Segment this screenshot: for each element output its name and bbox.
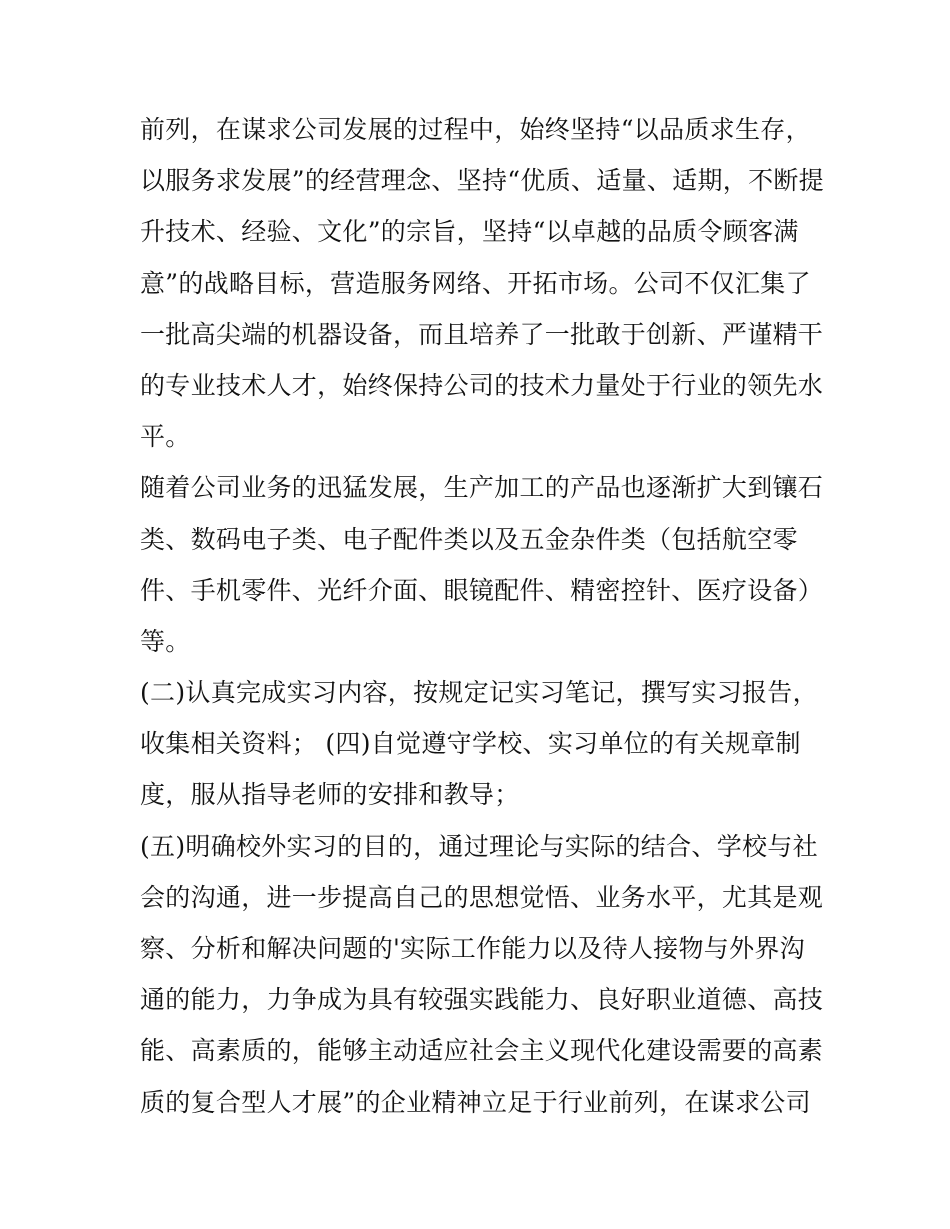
body-text [140, 104, 824, 1128]
text-line: 升技术、经验、文化”的宗旨，坚持“以卓越的品质令顾客满 [140, 217, 799, 247]
text-line: 随着公司业务的迅猛发展，生产加工的产品也逐渐扩大到镶石 [140, 473, 824, 503]
text-line: 件、手机零件、光纤介面、眼镜配件、精密控针、医疗设备） [140, 575, 824, 605]
text-line: (二)认真完成实习内容，按规定记实习笔记，撰写实习报告， [140, 678, 818, 708]
text-line: 察、分析和解决问题的'实际工作能力以及待人接物与外界沟 [140, 934, 805, 963]
text-line: 类、数码电子类、电子配件类以及五金杂件类（包括航空零 [140, 524, 798, 554]
text-line: 等。 [140, 626, 191, 656]
text-line: 意”的战略目标，营造服务网络、开拓市场。公司不仅汇集了 [140, 268, 811, 298]
text-line: 平。 [140, 422, 191, 452]
text-line: 度，服从指导老师的安排和教导； [140, 780, 520, 810]
text-line: 质的复合型人才展”的企业精神立足于行业前列，在谋求公司 [140, 1087, 811, 1117]
text-line: 能、高素质的，能够主动适应社会主义现代化建设需要的高素 [140, 1036, 824, 1066]
text-line: 一批高尖端的机器设备，而且培养了一批敢于创新、严谨精干 [140, 319, 824, 349]
text-line: (五)明确校外实习的目的，通过理论与实际的结合、学校与社 [140, 831, 818, 861]
text-line: 以服务求发展”的经营理念、坚持“优质、适量、适期，不断提 [140, 166, 824, 196]
text-line: 会的沟通，进一步提高自己的思想觉悟、业务水平，尤其是观 [140, 882, 824, 912]
text-line: 前列，在谋求公司发展的过程中，始终坚持“以品质求生存， [140, 115, 811, 144]
text-line: 收集相关资料； (四)自觉遵守学校、实习单位的有关规章制 [140, 729, 801, 759]
text-line: 通的能力，力争成为具有较强实践能力、良好职业道德、高技 [140, 985, 824, 1015]
text-line: 的专业技术人才，始终保持公司的技术力量处于行业的领先水 [140, 370, 824, 400]
